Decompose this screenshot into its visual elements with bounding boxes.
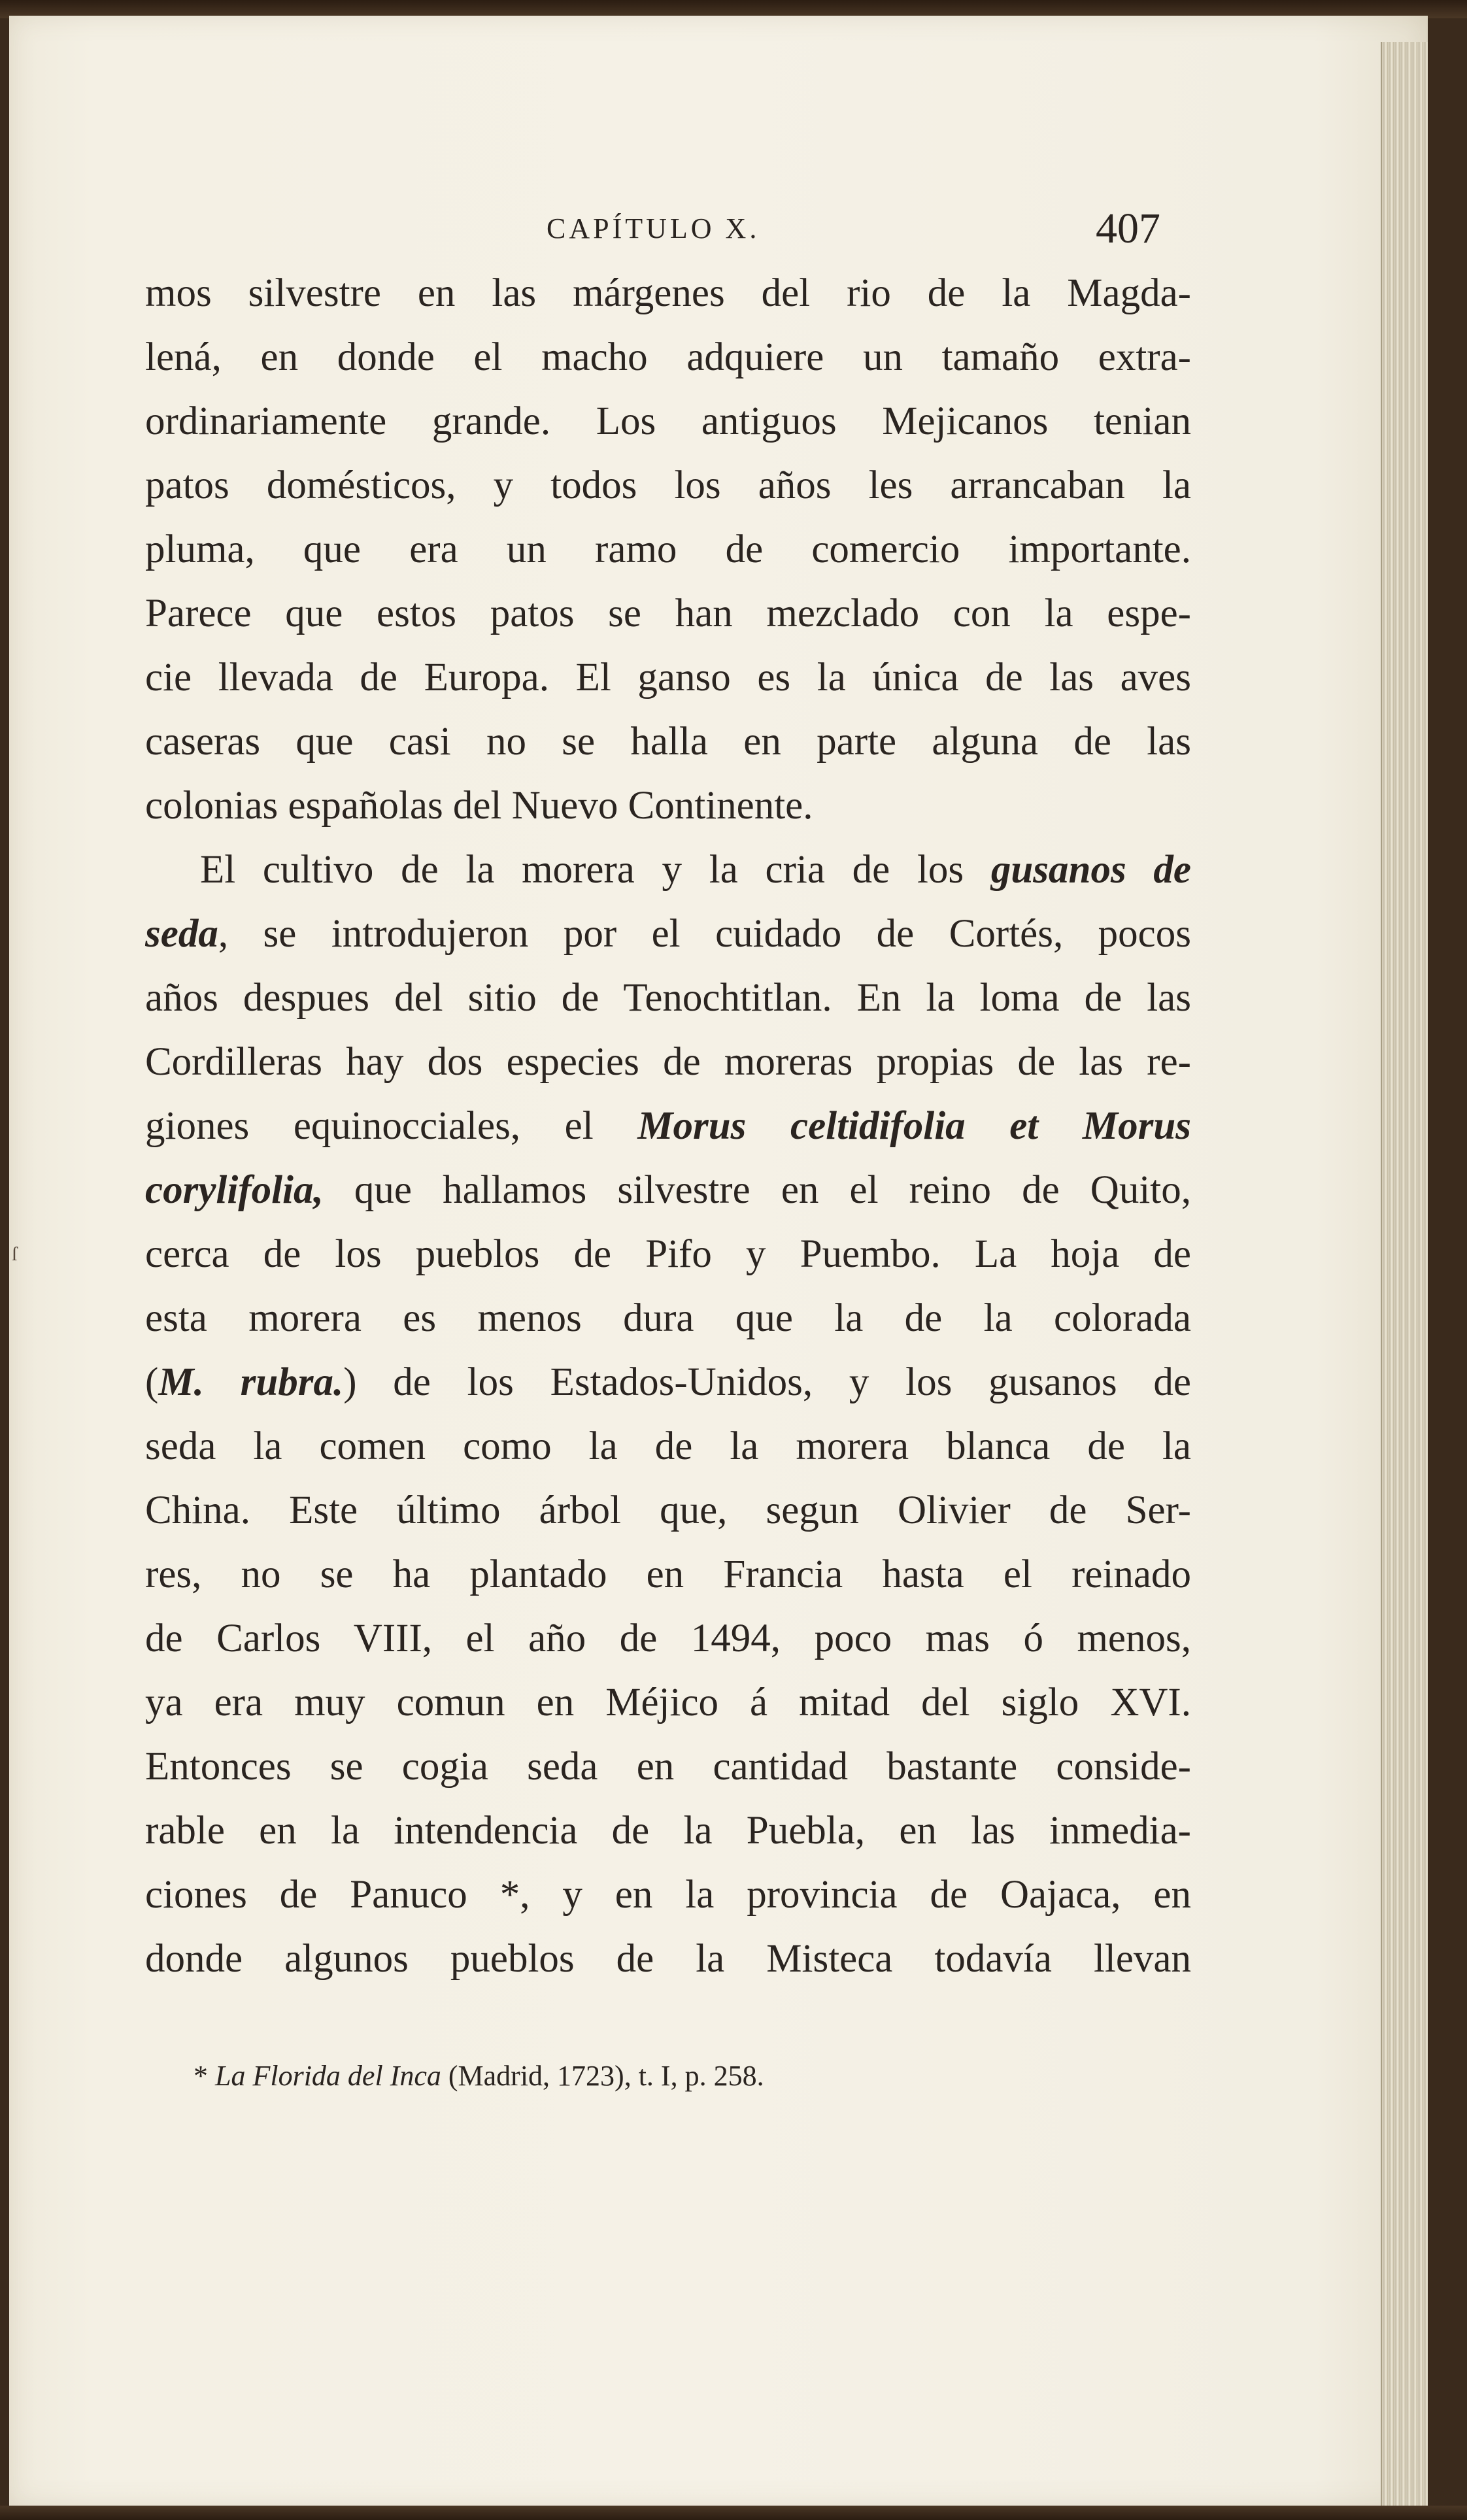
italic-term: gusanos de xyxy=(990,848,1191,892)
page-header xyxy=(0,204,1467,263)
text-line: cerca de los pueblos de Pifo y Puembo. La hoja de xyxy=(145,1232,1191,1276)
body-text xyxy=(145,261,1191,1991)
text-line: colonias españolas del Nuevo Continente. xyxy=(145,784,813,828)
text-line: de Carlos VIII, el año de 1494, poco mas ó menos, xyxy=(145,1617,1191,1660)
text-line: caseras que casi no se halla en parte alguna de las xyxy=(145,720,1191,764)
footnote xyxy=(194,2059,764,2092)
footnote-citation: (Madrid, 1723), t. I, p. 258. xyxy=(441,2060,764,2092)
text-line xyxy=(145,1351,1191,1415)
text-line xyxy=(145,902,1191,966)
text-line: años despues del sitio de Tenochtitlan. En la loma de las xyxy=(145,976,1191,1020)
text-line: mos silvestre en las márgenes del rio de la Magda- xyxy=(145,271,1191,315)
text-line: esta morera es menos dura que la de la colorada xyxy=(145,1296,1191,1340)
text-line: seda la comen como la de la morera blanca de la xyxy=(145,1424,1191,1468)
paragraph-first-line xyxy=(145,838,1191,902)
text-line: res, no se ha plantado en Francia hasta el reinado xyxy=(145,1553,1191,1596)
book-binding-bottom xyxy=(0,2506,1467,2520)
text-line: Cordilleras hay dos especies de moreras propias de las re- xyxy=(145,1040,1191,1084)
text-line xyxy=(145,1094,1191,1158)
margin-mark: ſ xyxy=(12,1243,18,1265)
italic-term: Morus celtidifolia et Morus xyxy=(637,1104,1191,1148)
footnote-title: La Florida del Inca xyxy=(215,2060,441,2092)
text-line: pluma, que era un ramo de comercio importante. xyxy=(145,528,1191,571)
text-line: lená, en donde el macho adquiere un tamaño extra- xyxy=(145,335,1191,379)
text-line: ciones de Panuco *, y en la provincia de Oajaca, en xyxy=(145,1873,1191,1917)
text-line: donde algunos pueblos de la Misteca todavía llevan xyxy=(145,1937,1191,1981)
footnote-marker: * xyxy=(194,2060,208,2092)
text-run: , se introdujeron por el cuidado de Cortés, pocos xyxy=(218,912,1191,956)
text-line: ordinariamente grande. Los antiguos Mejicanos tenian xyxy=(145,399,1191,443)
text-run: que hallamos silvestre en el reino de Quito, xyxy=(323,1168,1191,1212)
page-fore-edge xyxy=(1381,42,1428,2519)
page-number: 407 xyxy=(1096,205,1160,252)
running-head: CAPÍTULO X. xyxy=(547,212,760,244)
text-run: giones equinocciales, el xyxy=(145,1104,638,1148)
text-line: ya era muy comun en Méjico á mitad del siglo XVI. xyxy=(145,1681,1191,1724)
italic-term: M. rubra. xyxy=(158,1360,344,1404)
text-line: cie llevada de Europa. El ganso es la única de las aves xyxy=(145,656,1191,699)
text-line: Parece que estos patos se han mezclado con la espe- xyxy=(145,592,1191,635)
italic-term: seda xyxy=(145,912,218,956)
text-line: Entonces se cogia seda en cantidad bastante conside- xyxy=(145,1745,1191,1789)
text-run: ( xyxy=(145,1360,159,1404)
text-line xyxy=(145,1158,1191,1222)
text-line: patos domésticos, y todos los años les arrancaban la xyxy=(145,463,1191,507)
text-run: ) de los Estados-Unidos, y los gusanos de xyxy=(343,1360,1191,1404)
text-run: El cultivo de la morera y la cria de los xyxy=(200,848,991,892)
italic-term: corylifolia, xyxy=(145,1168,324,1212)
text-line: rable en la intendencia de la Puebla, en las inmedia- xyxy=(145,1809,1191,1853)
text-line: China. Este último árbol que, segun Olivier de Ser- xyxy=(145,1488,1191,1532)
